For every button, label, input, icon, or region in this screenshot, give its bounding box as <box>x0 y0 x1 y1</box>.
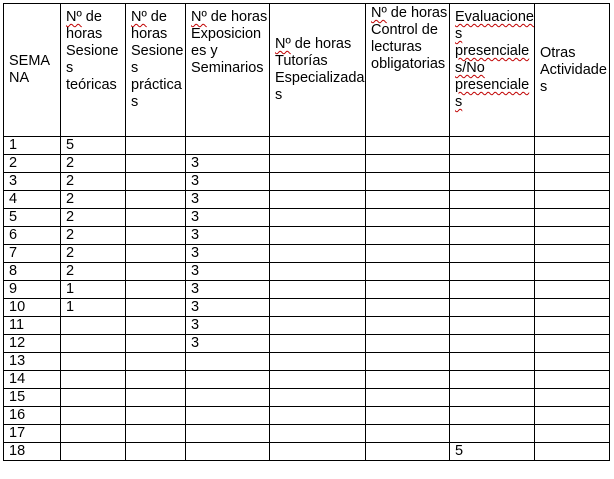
table-cell <box>535 263 610 281</box>
week-number-cell: 14 <box>4 371 61 389</box>
header-otras-actividades: Otras Actividades <box>535 4 610 137</box>
table-cell <box>126 299 186 317</box>
week-number-cell: 15 <box>4 389 61 407</box>
table-cell <box>186 371 270 389</box>
table-cell <box>450 263 535 281</box>
table-cell <box>270 209 366 227</box>
spell-marked-prefix: Nº <box>275 36 291 52</box>
table-cell <box>126 371 186 389</box>
table-cell <box>126 281 186 299</box>
table-cell: 2 <box>61 263 126 281</box>
table-cell <box>186 353 270 371</box>
spell-marked-word: Evaluaciones presenciales/No presenciales <box>455 9 534 110</box>
table-cell <box>450 335 535 353</box>
week-number-cell: 8 <box>4 263 61 281</box>
table-cell <box>535 443 610 461</box>
table-cell <box>450 407 535 425</box>
table-row <box>4 425 610 443</box>
header-sesiones-practicas: Nº de horas Sesiones prácticas <box>126 4 186 137</box>
table-cell <box>126 317 186 335</box>
table-cell <box>366 371 450 389</box>
spell-marked-prefix: Nº <box>66 9 82 25</box>
table-cell <box>366 227 450 245</box>
table-cell <box>535 137 610 155</box>
table-cell: 3 <box>186 281 270 299</box>
table-row <box>4 227 610 245</box>
week-number-cell: 18 <box>4 443 61 461</box>
table-cell: 3 <box>186 299 270 317</box>
table-cell <box>535 191 610 209</box>
table-cell <box>450 425 535 443</box>
table-cell <box>450 173 535 191</box>
table-cell <box>270 191 366 209</box>
table-row <box>4 407 610 425</box>
header-evaluaciones <box>450 4 535 137</box>
table-cell <box>366 425 450 443</box>
table-cell: 3 <box>186 209 270 227</box>
table-row <box>4 245 610 263</box>
table-cell <box>126 173 186 191</box>
table-cell <box>450 137 535 155</box>
table-row <box>4 371 610 389</box>
table-row <box>4 137 610 155</box>
table-body <box>4 137 610 461</box>
table-cell <box>61 443 126 461</box>
table-cell <box>61 407 126 425</box>
table-row <box>4 263 610 281</box>
table-cell <box>535 209 610 227</box>
table-cell <box>535 371 610 389</box>
table-cell <box>366 209 450 227</box>
table-cell: 2 <box>61 245 126 263</box>
table-cell <box>61 335 126 353</box>
week-number-cell: 7 <box>4 245 61 263</box>
week-number-cell: 3 <box>4 173 61 191</box>
table-cell <box>61 353 126 371</box>
table-cell <box>61 371 126 389</box>
table-cell <box>535 317 610 335</box>
table-cell: 3 <box>186 245 270 263</box>
table-cell <box>366 155 450 173</box>
table-cell <box>366 353 450 371</box>
table-cell <box>535 245 610 263</box>
table-row <box>4 335 610 353</box>
table-cell: 3 <box>186 263 270 281</box>
table-cell <box>535 227 610 245</box>
header-row <box>4 4 610 137</box>
table-cell <box>450 245 535 263</box>
table-cell: 2 <box>61 209 126 227</box>
table-cell <box>366 335 450 353</box>
table-cell <box>366 245 450 263</box>
table-cell <box>366 299 450 317</box>
table-cell <box>450 353 535 371</box>
table-cell <box>126 209 186 227</box>
table-cell <box>270 443 366 461</box>
table-cell <box>270 173 366 191</box>
table-cell <box>126 407 186 425</box>
table-cell <box>186 443 270 461</box>
table-cell <box>366 389 450 407</box>
table-cell <box>366 173 450 191</box>
schedule-table <box>3 3 610 461</box>
table-row <box>4 281 610 299</box>
table-cell <box>535 299 610 317</box>
table-cell <box>366 263 450 281</box>
table-row <box>4 155 610 173</box>
table-cell <box>366 407 450 425</box>
table-cell <box>535 281 610 299</box>
week-number-cell: 17 <box>4 425 61 443</box>
header-control-lecturas: Nº de horas Control de lecturas obligatorias <box>366 4 450 137</box>
table-cell <box>126 191 186 209</box>
table-cell: 3 <box>186 173 270 191</box>
table-cell <box>450 191 535 209</box>
table-cell <box>61 317 126 335</box>
table-cell <box>270 299 366 317</box>
table-cell <box>186 137 270 155</box>
table-cell <box>61 389 126 407</box>
table-cell <box>535 389 610 407</box>
table-cell <box>126 263 186 281</box>
table-cell: 2 <box>61 155 126 173</box>
table-cell <box>270 137 366 155</box>
table-cell <box>270 317 366 335</box>
table-cell <box>126 227 186 245</box>
table-cell <box>450 227 535 245</box>
table-cell: 3 <box>186 317 270 335</box>
table-cell <box>270 155 366 173</box>
table-cell <box>270 281 366 299</box>
week-number-cell: 12 <box>4 335 61 353</box>
spell-marked-prefix: Nº <box>131 9 147 25</box>
week-number-cell: 1 <box>4 137 61 155</box>
table-cell <box>450 209 535 227</box>
table-cell: 2 <box>61 227 126 245</box>
table-row <box>4 317 610 335</box>
table-cell <box>535 155 610 173</box>
table-cell: 1 <box>61 281 126 299</box>
table-cell <box>126 443 186 461</box>
header-semana: SEMANA <box>4 4 61 137</box>
table-cell <box>186 425 270 443</box>
table-cell: 3 <box>186 335 270 353</box>
table-cell <box>270 407 366 425</box>
table-cell: 5 <box>450 443 535 461</box>
table-cell <box>270 245 366 263</box>
table-row <box>4 299 610 317</box>
table-cell <box>126 389 186 407</box>
table-cell <box>366 317 450 335</box>
table-cell <box>270 227 366 245</box>
table-cell <box>270 335 366 353</box>
table-cell <box>366 137 450 155</box>
table-cell <box>186 389 270 407</box>
table-cell <box>450 371 535 389</box>
header-exposiciones-seminarios: Nº de horas Exposiciones y Seminarios <box>186 4 270 137</box>
table-cell: 2 <box>61 191 126 209</box>
table-row <box>4 353 610 371</box>
table-cell <box>366 443 450 461</box>
table-cell <box>61 425 126 443</box>
table-cell <box>450 317 535 335</box>
week-number-cell: 9 <box>4 281 61 299</box>
table-cell <box>186 407 270 425</box>
table-row <box>4 209 610 227</box>
table-row <box>4 443 610 461</box>
table-cell: 1 <box>61 299 126 317</box>
table-cell <box>535 425 610 443</box>
table-cell <box>535 335 610 353</box>
table-cell <box>126 353 186 371</box>
table-cell: 3 <box>186 227 270 245</box>
table-cell <box>450 389 535 407</box>
week-number-cell: 11 <box>4 317 61 335</box>
table-cell: 5 <box>61 137 126 155</box>
table-cell <box>270 353 366 371</box>
week-number-cell: 10 <box>4 299 61 317</box>
spell-marked-prefix: Nº <box>371 5 387 21</box>
week-number-cell: 2 <box>4 155 61 173</box>
spell-marked-prefix: Nº <box>191 9 207 25</box>
header-tutorias: Nº de horas Tutorías Especializadas <box>270 4 366 137</box>
table-row <box>4 191 610 209</box>
table-cell: 2 <box>61 173 126 191</box>
table-cell <box>450 155 535 173</box>
table-cell <box>270 389 366 407</box>
week-number-cell: 13 <box>4 353 61 371</box>
table-cell <box>366 281 450 299</box>
week-number-cell: 4 <box>4 191 61 209</box>
table-cell <box>450 281 535 299</box>
header-sesiones-teoricas: Nº de horas Sesiones teóricas <box>61 4 126 137</box>
table-cell <box>126 425 186 443</box>
table-cell <box>366 191 450 209</box>
table-cell <box>270 371 366 389</box>
table-cell <box>535 173 610 191</box>
table-cell <box>126 155 186 173</box>
table-cell <box>270 425 366 443</box>
table-cell <box>535 353 610 371</box>
table-cell <box>450 299 535 317</box>
table-cell <box>535 407 610 425</box>
table-row <box>4 389 610 407</box>
table-cell: 3 <box>186 155 270 173</box>
table-cell <box>126 335 186 353</box>
table-cell <box>126 137 186 155</box>
week-number-cell: 6 <box>4 227 61 245</box>
table-row <box>4 173 610 191</box>
week-number-cell: 16 <box>4 407 61 425</box>
table-cell: 3 <box>186 191 270 209</box>
week-number-cell: 5 <box>4 209 61 227</box>
table-cell <box>126 245 186 263</box>
table-cell <box>270 263 366 281</box>
